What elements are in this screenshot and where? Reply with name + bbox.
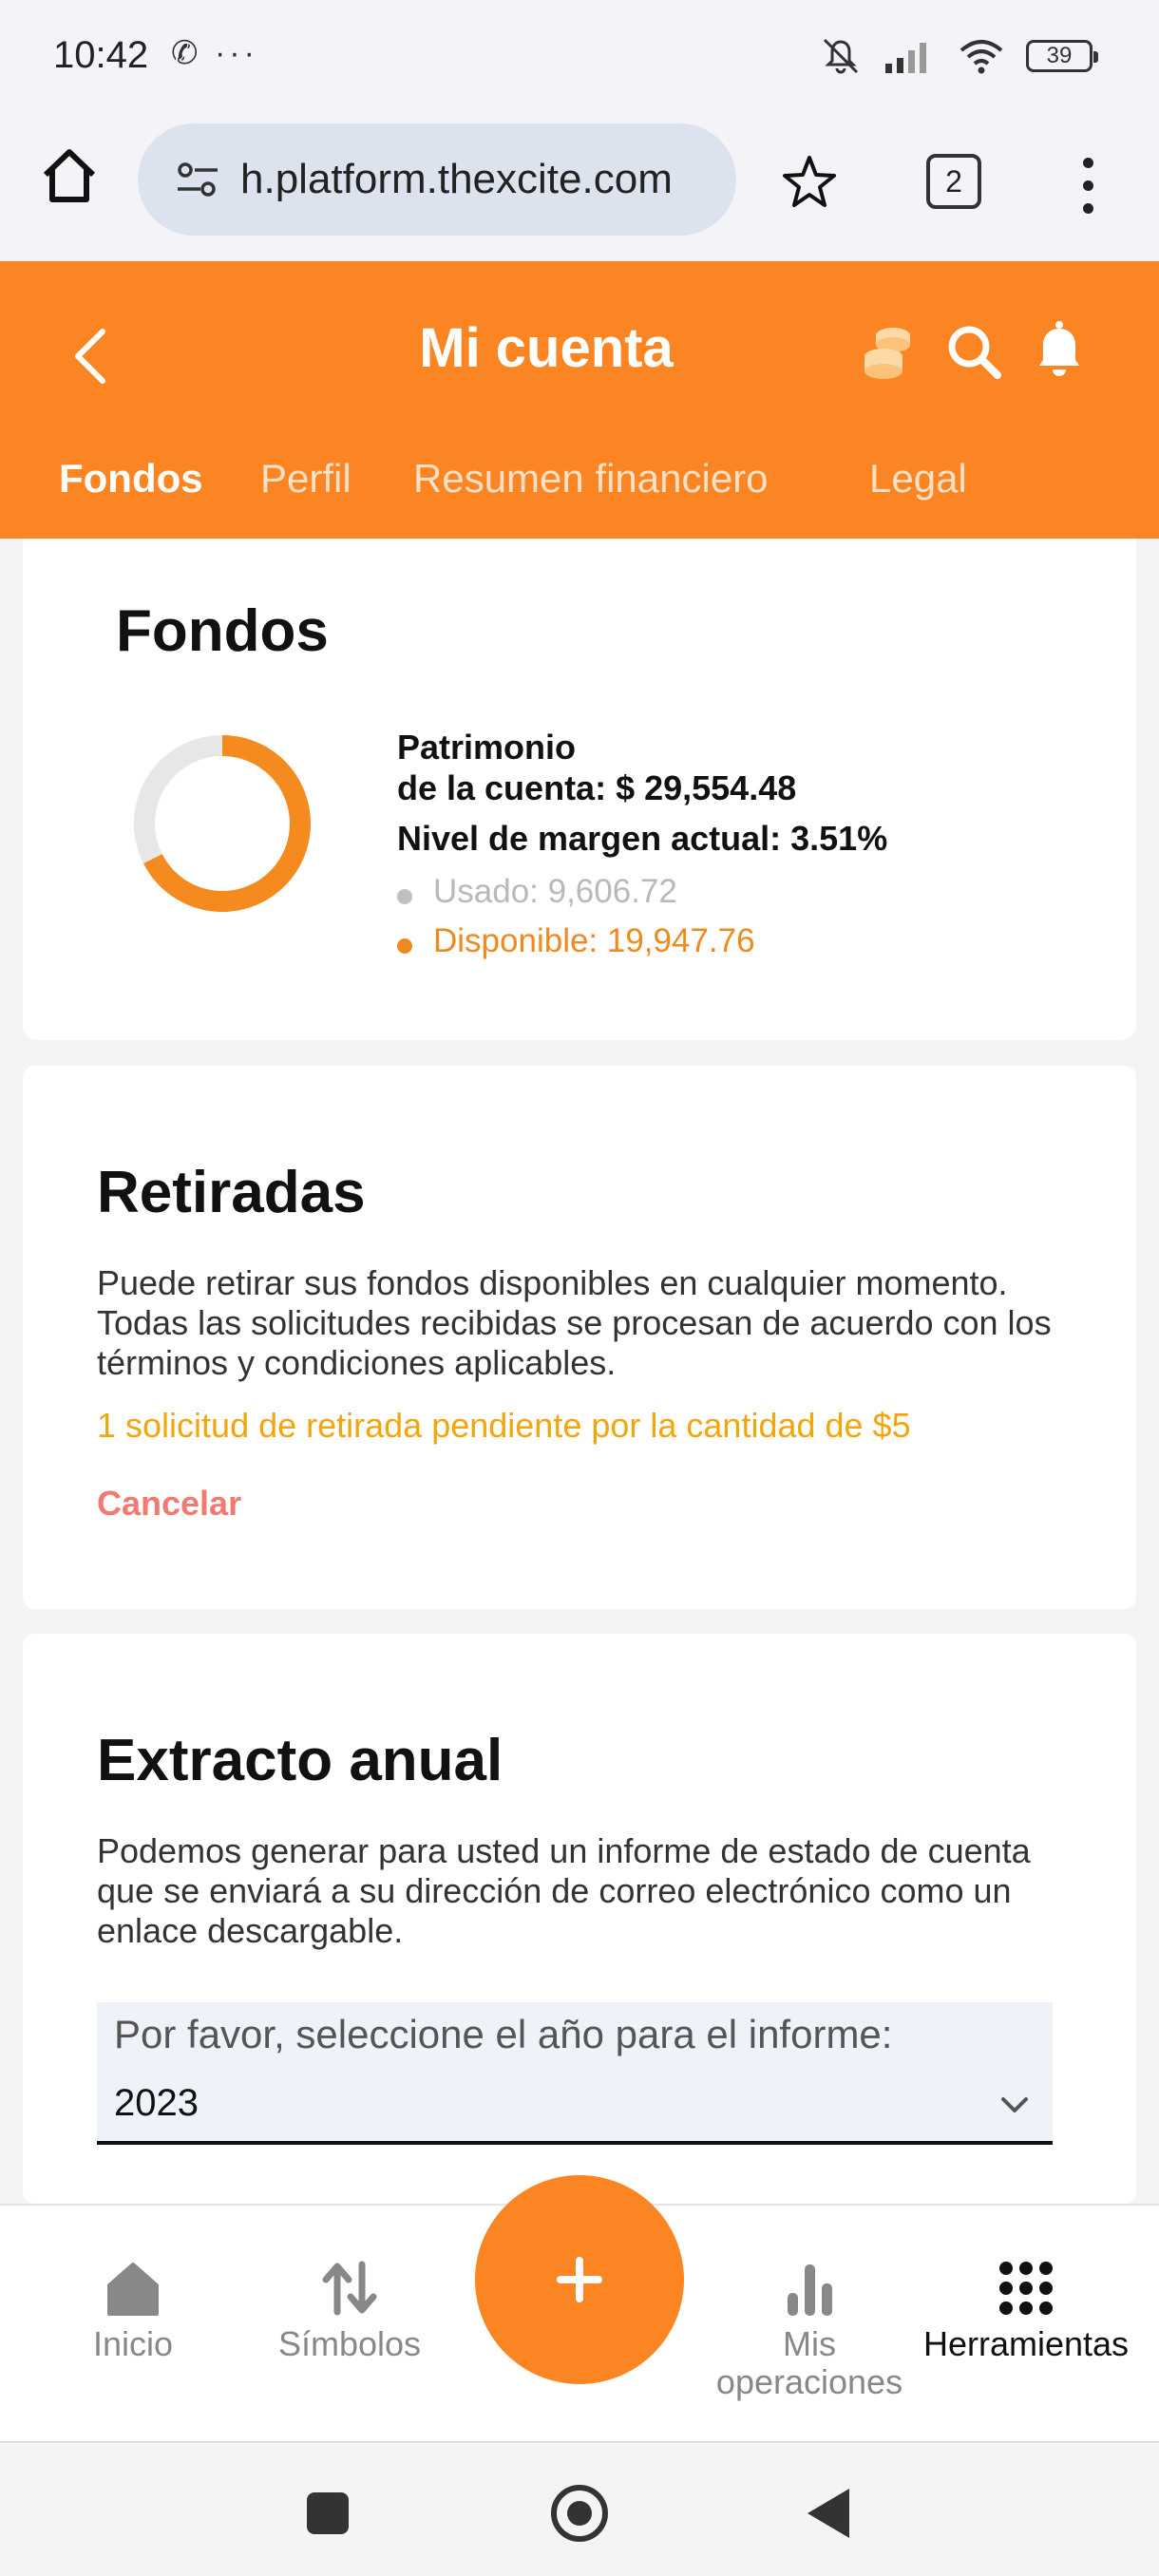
- nav-inicio[interactable]: [38, 2206, 228, 2443]
- browser-menu-icon[interactable]: [1074, 152, 1102, 218]
- more-dots-icon: ···: [214, 35, 258, 71]
- nav-mis-operaciones-label-1: Mis: [783, 2324, 836, 2363]
- notifications-bell-icon[interactable]: [1026, 316, 1092, 385]
- recent-apps-icon[interactable]: [307, 2492, 349, 2534]
- swap-arrows-icon: [316, 2255, 383, 2321]
- home-icon[interactable]: [36, 142, 103, 209]
- signal-icon: [884, 37, 937, 75]
- patrimonio-label: Patrimonio: [397, 728, 577, 767]
- status-time: 10:42: [53, 34, 149, 76]
- mute-icon: [819, 36, 863, 76]
- year-select-label: Por favor, seleccione el año para el informe:: [114, 2012, 893, 2056]
- bookmark-star-icon[interactable]: [779, 152, 840, 213]
- system-home-icon[interactable]: [551, 2485, 608, 2542]
- tab-switcher-button[interactable]: 2: [926, 154, 981, 209]
- address-bar[interactable]: [138, 123, 736, 236]
- url-text: h.platform.thexcite.com: [240, 156, 673, 202]
- page-title: Mi cuenta: [419, 317, 674, 379]
- available-text: Disponible: 19,947.76: [433, 922, 755, 959]
- site-settings-icon[interactable]: [176, 161, 219, 199]
- grid-dots-icon: [993, 2255, 1059, 2321]
- status-bar: [0, 0, 1159, 114]
- pending-withdrawal-text: 1 solicitud de retirada pendiente por la cantidad de $5: [97, 1406, 911, 1445]
- legend-available: [397, 917, 887, 966]
- bar-chart-icon: [776, 2255, 843, 2321]
- used-text: Usado: 9,606.72: [433, 873, 677, 910]
- system-back-icon[interactable]: [808, 2489, 849, 2538]
- retiradas-title: Retiradas: [97, 1160, 366, 1225]
- legend-used: [397, 867, 887, 917]
- status-left-icons: [171, 34, 258, 72]
- extracto-description: Podemos generar para usted un informe de estado de cuenta que se enviará a su dirección de correo electrónico como un enlace descargable.: [97, 1831, 1031, 1950]
- wifi-icon: [958, 37, 1005, 75]
- call-icon: ✆: [171, 35, 202, 71]
- nav-herramientas[interactable]: [922, 2206, 1130, 2443]
- extracto-card: [23, 1634, 1136, 2204]
- chevron-down-icon: [996, 2086, 1034, 2124]
- nav-simbolos-label: Símbolos: [277, 2324, 422, 2363]
- fondos-card: [23, 539, 1136, 1040]
- cancel-withdrawal-link[interactable]: Cancelar: [97, 1484, 242, 1523]
- battery-icon: 39: [1026, 40, 1092, 72]
- fondos-info: [397, 729, 887, 966]
- browser-toolbar: [0, 114, 1159, 261]
- tab-resumen-financiero[interactable]: Resumen financiero: [413, 456, 769, 501]
- add-fab-button[interactable]: [475, 2175, 684, 2384]
- nav-simbolos[interactable]: [255, 2206, 445, 2443]
- nav-herramientas-label: Herramientas: [922, 2324, 1130, 2363]
- tab-fondos[interactable]: Fondos: [59, 456, 203, 501]
- bottom-navigation: [0, 2204, 1159, 2441]
- system-navigation-bar: [0, 2441, 1159, 2576]
- tab-perfil[interactable]: Perfil: [260, 456, 352, 501]
- fondos-title: Fondos: [116, 598, 329, 664]
- coins-icon[interactable]: [855, 318, 922, 385]
- funds-donut-chart: [127, 729, 317, 919]
- tab-legal[interactable]: Legal: [869, 456, 967, 501]
- retiradas-description: Puede retirar sus fondos disponibles en cualquier momento. Todas las solicitudes recibidas se procesan de acuerdo con los términos y condiciones aplicables.: [97, 1263, 1052, 1382]
- margin-level: Nivel de margen actual: 3.51%: [397, 819, 888, 858]
- nav-mis-operaciones-label-2: operaciones: [715, 2362, 903, 2401]
- used-dot-icon: [397, 889, 412, 904]
- nav-mis-operaciones[interactable]: [705, 2206, 914, 2443]
- year-select[interactable]: [97, 2002, 1053, 2145]
- extracto-title: Extracto anual: [97, 1728, 504, 1793]
- available-dot-icon: [397, 938, 412, 954]
- nav-inicio-label: Inicio: [92, 2324, 174, 2363]
- search-icon[interactable]: [940, 318, 1007, 385]
- patrimonio-value: de la cuenta: $ 29,554.48: [397, 768, 797, 807]
- app-header: [0, 261, 1159, 539]
- retiradas-card: [23, 1066, 1136, 1609]
- year-select-value: 2023: [114, 2082, 199, 2124]
- status-right-icons: [819, 36, 1092, 76]
- home-icon: [100, 2255, 166, 2321]
- account-tabs: [0, 456, 1159, 522]
- plus-icon: [551, 2251, 608, 2308]
